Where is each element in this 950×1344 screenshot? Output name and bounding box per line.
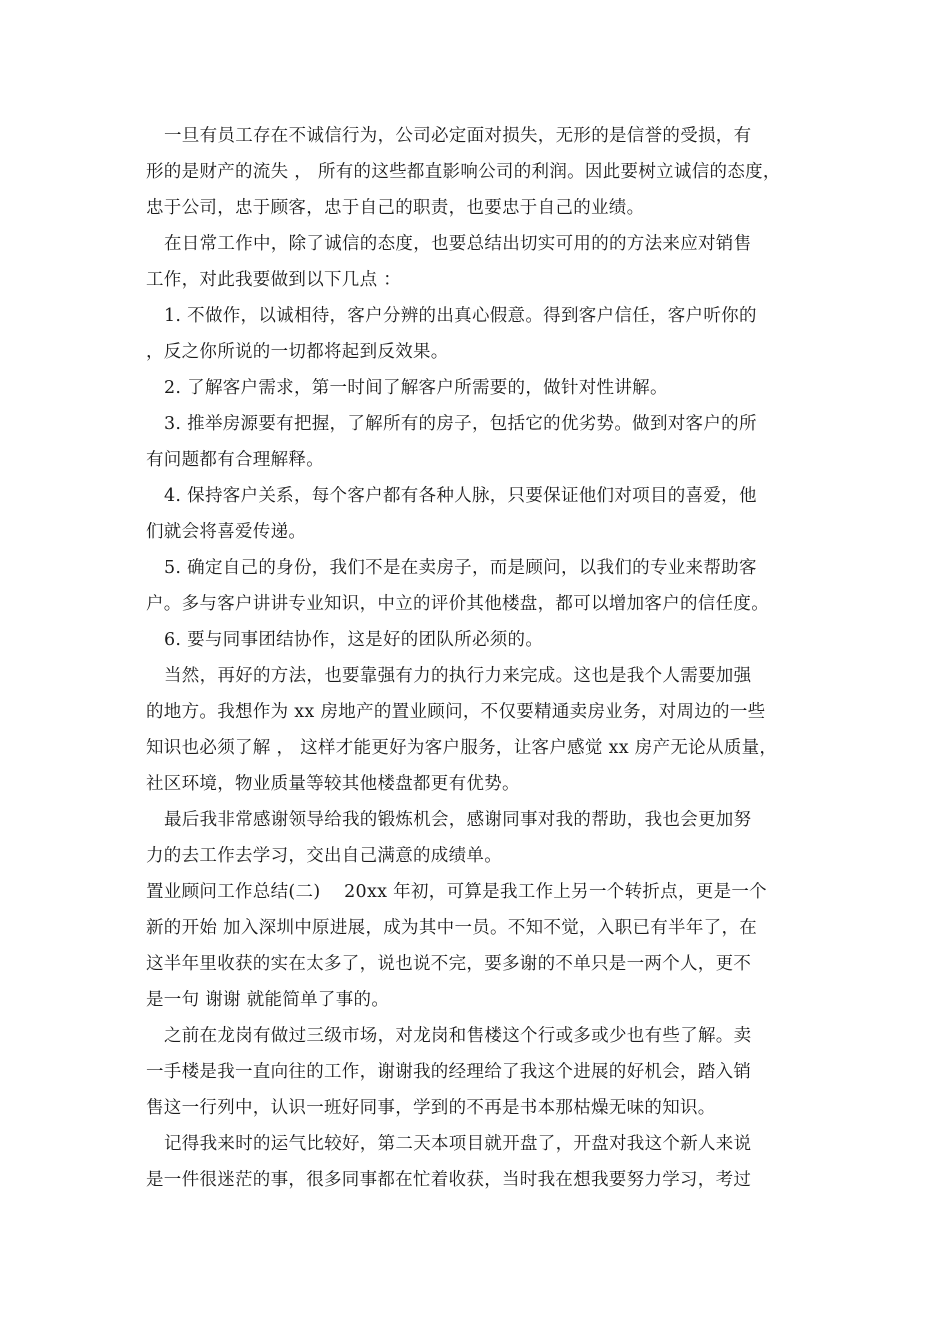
- text-line: 的地方。我想作为 xx 房地产的置业顾问，不仅要精通卖房业务，对周边的一些: [146, 702, 766, 722]
- list-item: 1. 不做作，以诚相待，客户分辨的出真心假意。得到客户信任，客户听你的: [164, 306, 757, 326]
- text-line: 一旦有员工存在不诚信行为，公司必定面对损失，无形的是信誉的受损，有: [164, 126, 752, 146]
- text-line: 新的开始 加入深圳中原进展，成为其中一员。不知不觉，入职已有半年了，在: [146, 918, 758, 938]
- text-line: 是一句 谢谢 就能简单了事的。: [146, 990, 390, 1010]
- text-line: 忠于公司，忠于顾客，忠于自己的职责，也要忠于自己的业绩。: [146, 198, 645, 218]
- text-line: 记得我来时的运气比较好，第二天本项目就开盘了，开盘对我这个新人来说: [164, 1134, 752, 1154]
- text-line: 最后我非常感谢领导给我的锻炼机会，感谢同事对我的帮助，我也会更加努: [164, 810, 752, 830]
- text-line: 力的去工作去学习，交出自己满意的成绩单。: [146, 846, 502, 866]
- text-line: 户。多与客户讲讲专业知识，中立的评价其他楼盘，都可以增加客户的信任度。: [146, 594, 769, 614]
- list-item: 6. 要与同事团结协作，这是好的团队所必须的。: [164, 630, 544, 650]
- list-item: 3. 推举房源要有把握，了解所有的房子，包括它的优劣势。做到对客户的所: [164, 414, 757, 434]
- list-item: 4. 保持客户关系，每个客户都有各种人脉，只要保证他们对项目的喜爱，他: [164, 486, 757, 506]
- section-heading-line: 置业顾问工作总结(二) 20xx 年初，可算是我工作上另一个转折点，更是一个: [146, 882, 767, 902]
- text-line: 们就会将喜爱传递。: [146, 522, 307, 542]
- text-line: 之前在龙岗有做过三级市场，对龙岗和售楼这个行或多或少也有些了解。卖: [164, 1026, 752, 1046]
- text-line: ，反之你所说的一切都将起到反效果。: [146, 342, 449, 362]
- text-line: 有问题都有合理解释。: [146, 450, 324, 470]
- text-line: 一手楼是我一直向往的工作，谢谢我的经理给了我这个进展的好机会，踏入销: [146, 1062, 752, 1082]
- text-line: 形的是财产的流失 ， 所有的这些都直影响公司的利润。因此要树立诚信的态度，: [146, 162, 781, 182]
- text-line: 是一件很迷茫的事，很多同事都在忙着收获，当时我在想我要努力学习，考过: [146, 1170, 752, 1190]
- list-item: 5. 确定自己的身份，我们不是在卖房子，而是顾问，以我们的专业来帮助客: [164, 558, 757, 578]
- text-line: 在日常工作中，除了诚信的态度，也要总结出切实可用的的方法来应对销售: [164, 234, 752, 254]
- text-line: 这半年里收获的实在太多了，说也说不完，要多谢的不单只是一两个人，更不: [146, 954, 752, 974]
- list-item: 2. 了解客户需求，第一时间了解客户所需要的，做针对性讲解。: [164, 378, 668, 398]
- text-line: 社区环境，物业质量等较其他楼盘都更有优势。: [146, 774, 520, 794]
- text-line: 当然，再好的方法，也要靠强有力的执行力来完成。这也是我个人需要加强: [164, 666, 752, 686]
- text-line: 售这一行列中，认识一班好同事，学到的不再是书本那枯燥无味的知识。: [146, 1098, 716, 1118]
- text-line: 知识也必须了解 ， 这样才能更好为客户服务，让客户感觉 xx 房产无论从质量，: [146, 738, 778, 758]
- text-line: 工作，对此我要做到以下几点 ：: [146, 270, 402, 290]
